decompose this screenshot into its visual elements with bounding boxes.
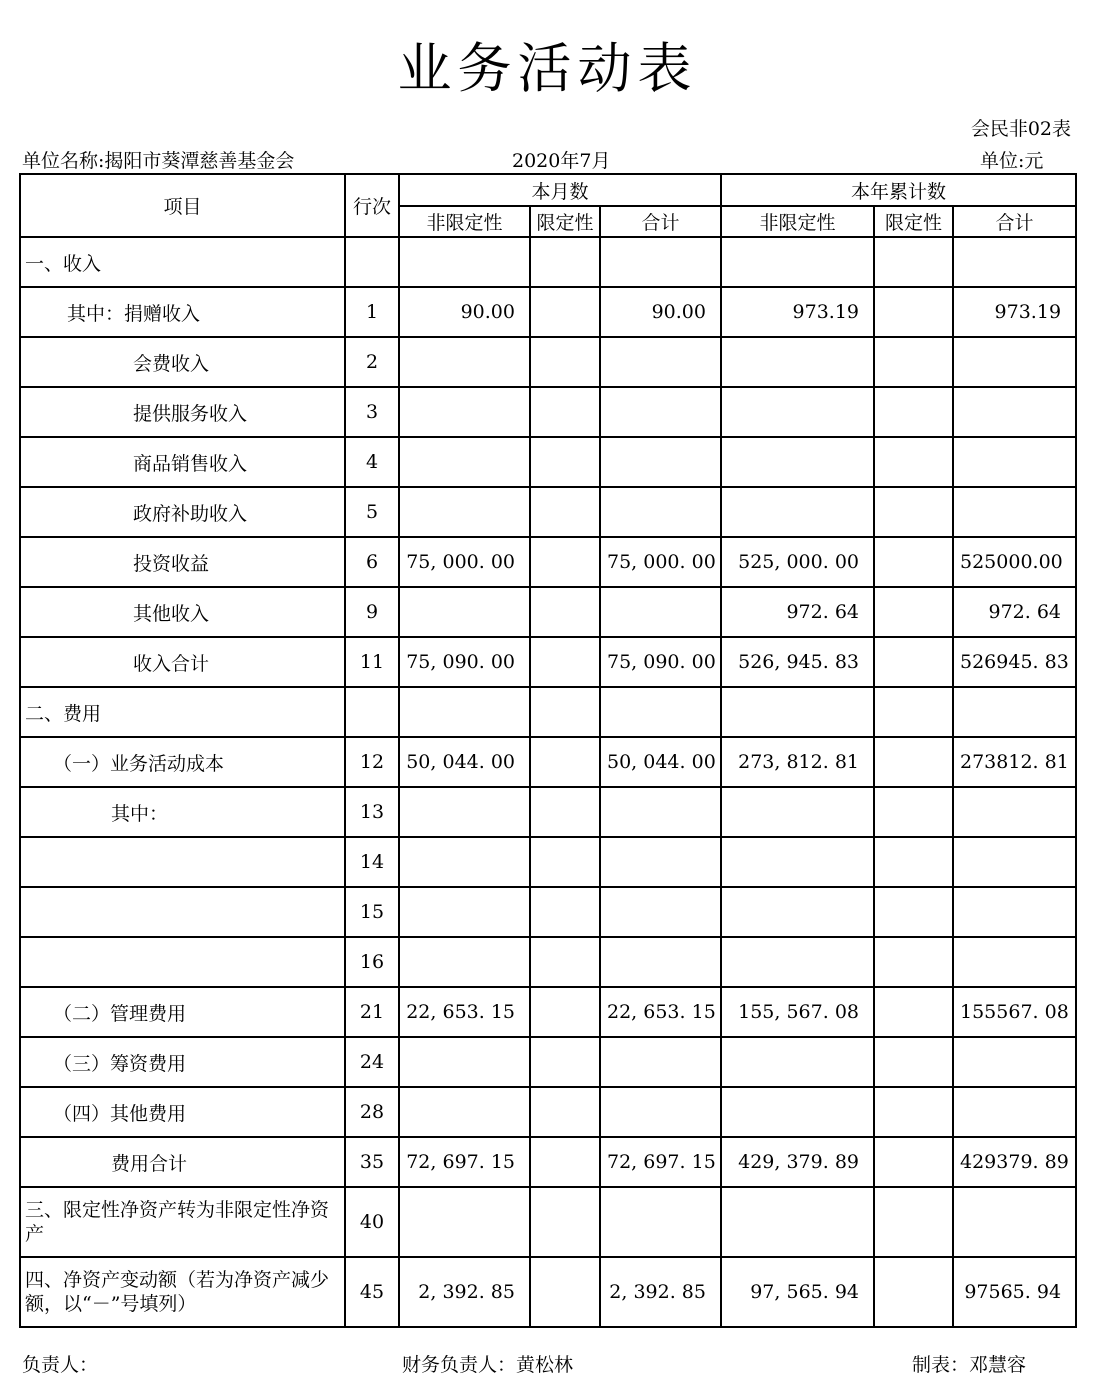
cell-y-t <box>953 837 1076 887</box>
row-item-label: （三）筹资费用 <box>20 1037 345 1087</box>
row-item-label: 商品销售收入 <box>20 437 345 487</box>
cell-m-t <box>600 587 721 637</box>
row-line-number: 5 <box>345 487 399 537</box>
cell-m-t <box>600 837 721 887</box>
cell-y-r <box>874 837 953 887</box>
cell-y-t <box>953 787 1076 837</box>
row-item-label: 三、限定性净资产转为非限定性净资产 <box>20 1187 345 1257</box>
cell-y-u: 97, 565. 94 <box>721 1257 874 1327</box>
cell-m-t: 50, 044. 00 <box>600 737 721 787</box>
cell-y-r <box>874 1137 953 1187</box>
cell-y-t <box>953 1037 1076 1087</box>
cell-m-u <box>399 837 530 887</box>
cell-y-t <box>953 687 1076 737</box>
cell-y-r <box>874 637 953 687</box>
cell-y-u: 155, 567. 08 <box>721 987 874 1037</box>
cell-y-r <box>874 437 953 487</box>
header-month-unrestricted: 非限定性 <box>399 206 530 237</box>
unit-name: 单位名称:揭阳市葵潭慈善基金会 <box>22 150 295 172</box>
cell-m-u <box>399 887 530 937</box>
row-line-number: 16 <box>345 937 399 987</box>
cell-y-u <box>721 837 874 887</box>
cell-m-t <box>600 437 721 487</box>
cell-y-r <box>874 1037 953 1087</box>
table-row <box>20 637 1076 687</box>
row-item-label: 投资收益 <box>20 537 345 587</box>
cell-y-t: 973.19 <box>953 287 1076 337</box>
footer-preparer: 制表：邓慧容 <box>912 1354 1027 1376</box>
table-row <box>20 437 1076 487</box>
row-line-number: 28 <box>345 1087 399 1137</box>
table-row <box>20 387 1076 437</box>
cell-y-u <box>721 337 874 387</box>
cell-m-u <box>399 1037 530 1087</box>
header-month-total: 合计 <box>600 206 721 237</box>
cell-m-r <box>530 537 600 587</box>
cell-m-t <box>600 787 721 837</box>
cell-y-r <box>874 787 953 837</box>
cell-y-t: 972. 64 <box>953 587 1076 637</box>
cell-y-u <box>721 237 874 287</box>
footer-finance: 财务负责人：黄松林 <box>402 1354 574 1376</box>
cell-m-t <box>600 487 721 537</box>
cell-m-r <box>530 837 600 887</box>
cell-y-u: 972. 64 <box>721 587 874 637</box>
cell-m-u <box>399 1187 530 1257</box>
cell-y-u <box>721 487 874 537</box>
cell-m-r <box>530 937 600 987</box>
cell-m-u <box>399 487 530 537</box>
cell-m-u: 2, 392. 85 <box>399 1257 530 1327</box>
cell-y-r <box>874 737 953 787</box>
cell-y-t <box>953 437 1076 487</box>
cell-m-r <box>530 687 600 737</box>
cell-y-t <box>953 337 1076 387</box>
cell-m-t <box>600 1087 721 1137</box>
row-line-number: 12 <box>345 737 399 787</box>
cell-y-u <box>721 687 874 737</box>
row-item-label: 二、费用 <box>20 687 345 737</box>
cell-m-u: 22, 653. 15 <box>399 987 530 1037</box>
cell-y-u <box>721 1187 874 1257</box>
header-month: 本月数 <box>399 174 721 206</box>
cell-y-t <box>953 487 1076 537</box>
cell-y-r <box>874 887 953 937</box>
cell-m-r <box>530 387 600 437</box>
cell-y-u: 973.19 <box>721 287 874 337</box>
cell-y-t <box>953 1187 1076 1257</box>
cell-m-r <box>530 1187 600 1257</box>
row-item-label: 费用合计 <box>20 1137 345 1187</box>
cell-y-u <box>721 787 874 837</box>
cell-m-r <box>530 887 600 937</box>
cell-y-u: 525, 000. 00 <box>721 537 874 587</box>
row-line-number: 6 <box>345 537 399 587</box>
header-line: 行次 <box>345 174 399 237</box>
cell-y-r <box>874 937 953 987</box>
cell-y-u <box>721 1087 874 1137</box>
row-item-label: 政府补助收入 <box>20 487 345 537</box>
report-title: 业务活动表 <box>397 37 698 100</box>
cell-y-u: 273, 812. 81 <box>721 737 874 787</box>
cell-m-r <box>530 487 600 537</box>
cell-m-u <box>399 687 530 737</box>
cell-m-u <box>399 787 530 837</box>
row-item-label: 其中：捐赠收入 <box>20 287 345 337</box>
row-line-number: 4 <box>345 437 399 487</box>
row-line-number: 9 <box>345 587 399 637</box>
table-row <box>20 1137 1076 1187</box>
row-line-number: 13 <box>345 787 399 837</box>
cell-y-r <box>874 237 953 287</box>
row-item-label: 其中： <box>20 787 345 837</box>
cell-m-t <box>600 237 721 287</box>
row-item-label: 一、收入 <box>20 237 345 287</box>
cell-m-u: 90.00 <box>399 287 530 337</box>
table-row <box>20 937 1076 987</box>
row-line-number: 35 <box>345 1137 399 1187</box>
cell-y-r <box>874 537 953 587</box>
cell-m-u: 50, 044. 00 <box>399 737 530 787</box>
cell-m-t <box>600 887 721 937</box>
cell-m-r <box>530 237 600 287</box>
row-line-number: 11 <box>345 637 399 687</box>
cell-m-t: 90.00 <box>600 287 721 337</box>
header-year-restricted: 限定性 <box>874 206 953 237</box>
cell-m-r <box>530 1137 600 1187</box>
table-row <box>20 1187 1076 1257</box>
table-row <box>20 1087 1076 1137</box>
cell-m-t: 2, 392. 85 <box>600 1257 721 1327</box>
row-item-label: 四、净资产变动额（若为净资产减少额，以“－”号填列） <box>20 1257 345 1327</box>
row-line-number <box>345 687 399 737</box>
cell-m-t: 72, 697. 15 <box>600 1137 721 1187</box>
header-month-restricted: 限定性 <box>530 206 600 237</box>
cell-m-u: 75, 090. 00 <box>399 637 530 687</box>
cell-m-u <box>399 437 530 487</box>
cell-y-u: 526, 945. 83 <box>721 637 874 687</box>
header-year-total: 合计 <box>953 206 1076 237</box>
cell-y-t: 525000.00 <box>953 537 1076 587</box>
table-row <box>20 337 1076 387</box>
cell-y-u <box>721 937 874 987</box>
row-item-label <box>20 837 345 887</box>
cell-m-t <box>600 337 721 387</box>
header-year: 本年累计数 <box>721 174 1076 206</box>
table-row <box>20 987 1076 1037</box>
table-row <box>20 1257 1076 1327</box>
table-row <box>20 687 1076 737</box>
cell-y-t <box>953 937 1076 987</box>
cell-m-t <box>600 1037 721 1087</box>
cell-y-u <box>721 887 874 937</box>
cell-y-u: 429, 379. 89 <box>721 1137 874 1187</box>
row-item-label: （一）业务活动成本 <box>20 737 345 787</box>
header-item: 项目 <box>20 174 345 237</box>
row-line-number: 21 <box>345 987 399 1037</box>
cell-m-t <box>600 1187 721 1257</box>
cell-y-t <box>953 387 1076 437</box>
cell-y-t: 526945. 83 <box>953 637 1076 687</box>
cell-y-t: 429379. 89 <box>953 1137 1076 1187</box>
cell-m-r <box>530 637 600 687</box>
table-row <box>20 837 1076 887</box>
cell-y-t <box>953 1087 1076 1137</box>
cell-y-r <box>874 287 953 337</box>
cell-y-u <box>721 1037 874 1087</box>
row-item-label: （四）其他费用 <box>20 1087 345 1137</box>
table-row <box>20 287 1076 337</box>
row-item-label: 会费收入 <box>20 337 345 387</box>
footer-head: 负责人： <box>22 1354 99 1376</box>
row-line-number: 14 <box>345 837 399 887</box>
cell-y-r <box>874 487 953 537</box>
table-row <box>20 487 1076 537</box>
table-row <box>20 537 1076 587</box>
cell-m-t: 75, 090. 00 <box>600 637 721 687</box>
cell-y-r <box>874 587 953 637</box>
cell-y-r <box>874 1187 953 1257</box>
cell-y-r <box>874 387 953 437</box>
cell-m-u <box>399 387 530 437</box>
cell-m-r <box>530 987 600 1037</box>
form-code: 会民非02表 <box>970 118 1071 140</box>
cell-y-u <box>721 437 874 487</box>
cell-m-u <box>399 1087 530 1137</box>
table-row <box>20 787 1076 837</box>
cell-m-r <box>530 1257 600 1327</box>
table-row <box>20 737 1076 787</box>
cell-m-r <box>530 1037 600 1087</box>
row-line-number: 24 <box>345 1037 399 1087</box>
header-year-unrestricted: 非限定性 <box>721 206 874 237</box>
cell-y-r <box>874 1087 953 1137</box>
cell-y-u <box>721 387 874 437</box>
cell-y-r <box>874 1257 953 1327</box>
cell-m-t: 75, 000. 00 <box>600 537 721 587</box>
cell-y-t: 155567. 08 <box>953 987 1076 1037</box>
cell-y-r <box>874 687 953 737</box>
cell-m-t <box>600 937 721 987</box>
cell-m-r <box>530 1087 600 1137</box>
table-row <box>20 587 1076 637</box>
cell-y-t: 273812. 81 <box>953 737 1076 787</box>
table-body <box>20 237 1076 1327</box>
cell-y-t: 97565. 94 <box>953 1257 1076 1327</box>
cell-m-u <box>399 587 530 637</box>
cell-y-r <box>874 987 953 1037</box>
cell-y-t <box>953 887 1076 937</box>
cell-m-r <box>530 587 600 637</box>
cell-m-u: 75, 000. 00 <box>399 537 530 587</box>
cell-m-r <box>530 737 600 787</box>
cell-m-u: 72, 697. 15 <box>399 1137 530 1187</box>
header-row-1 <box>20 174 1076 206</box>
cell-m-u <box>399 337 530 387</box>
row-line-number <box>345 237 399 287</box>
table-row <box>20 887 1076 937</box>
cell-m-t: 22, 653. 15 <box>600 987 721 1037</box>
row-item-label <box>20 887 345 937</box>
currency-unit: 单位:元 <box>980 150 1044 172</box>
cell-y-r <box>874 337 953 387</box>
row-line-number: 1 <box>345 287 399 337</box>
table-row <box>20 1037 1076 1087</box>
row-line-number: 45 <box>345 1257 399 1327</box>
cell-y-t <box>953 237 1076 287</box>
row-line-number: 15 <box>345 887 399 937</box>
cell-m-u <box>399 937 530 987</box>
cell-m-r <box>530 437 600 487</box>
row-line-number: 3 <box>345 387 399 437</box>
cell-m-r <box>530 287 600 337</box>
report-period: 2020年7月 <box>512 150 611 172</box>
cell-m-r <box>530 787 600 837</box>
row-line-number: 40 <box>345 1187 399 1257</box>
row-item-label: （二）管理费用 <box>20 987 345 1037</box>
row-line-number: 2 <box>345 337 399 387</box>
row-item-label: 其他收入 <box>20 587 345 637</box>
row-item-label: 提供服务收入 <box>20 387 345 437</box>
table-row <box>20 237 1076 287</box>
activity-statement-table <box>19 173 1077 1328</box>
cell-m-t <box>600 687 721 737</box>
row-item-label <box>20 937 345 987</box>
cell-m-t <box>600 387 721 437</box>
row-item-label: 收入合计 <box>20 637 345 687</box>
cell-m-u <box>399 237 530 287</box>
cell-m-r <box>530 337 600 387</box>
